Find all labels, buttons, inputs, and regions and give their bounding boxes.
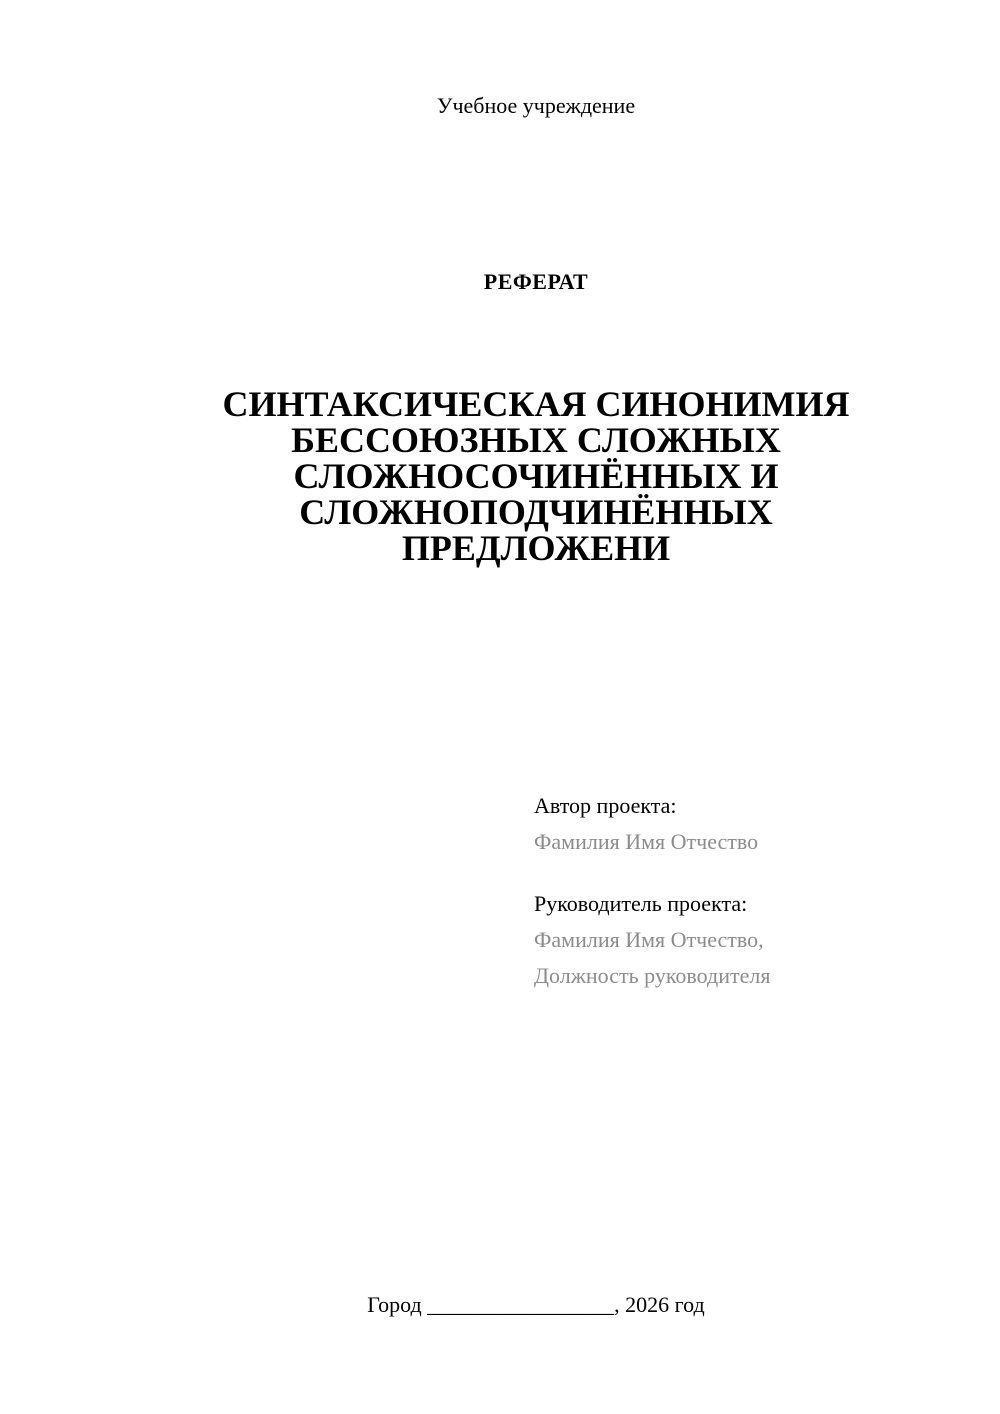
credits-block	[534, 788, 974, 994]
city-year-line: Город _________________, 2026 год	[367, 1292, 705, 1317]
institution-name: Учебное учреждение	[436, 93, 636, 118]
author-label: Автор проекта:	[534, 793, 677, 818]
title-line: СЛОЖНОСОЧИНЁННЫХ И	[293, 456, 779, 496]
author-name: Фамилия Имя Отчество	[534, 829, 759, 854]
document-type: РЕФЕРАТ	[483, 269, 589, 294]
title-line: СИНТАКСИЧЕСКАЯ СИНОНИМИЯ	[222, 384, 850, 424]
credits-spacer	[534, 860, 974, 886]
title-line: СЛОЖНОПОДЧИНЁННЫХ	[299, 492, 773, 532]
supervisor-position: Должность руководителя	[534, 963, 771, 988]
supervisor-label: Руководитель проекта:	[534, 891, 748, 916]
title-line: БЕССОЮЗНЫХ СЛОЖНЫХ	[291, 420, 781, 460]
document-title	[136, 386, 936, 566]
supervisor-name: Фамилия Имя Отчество,	[534, 927, 764, 952]
title-line: ПРЕДЛОЖЕНИ	[401, 528, 671, 568]
